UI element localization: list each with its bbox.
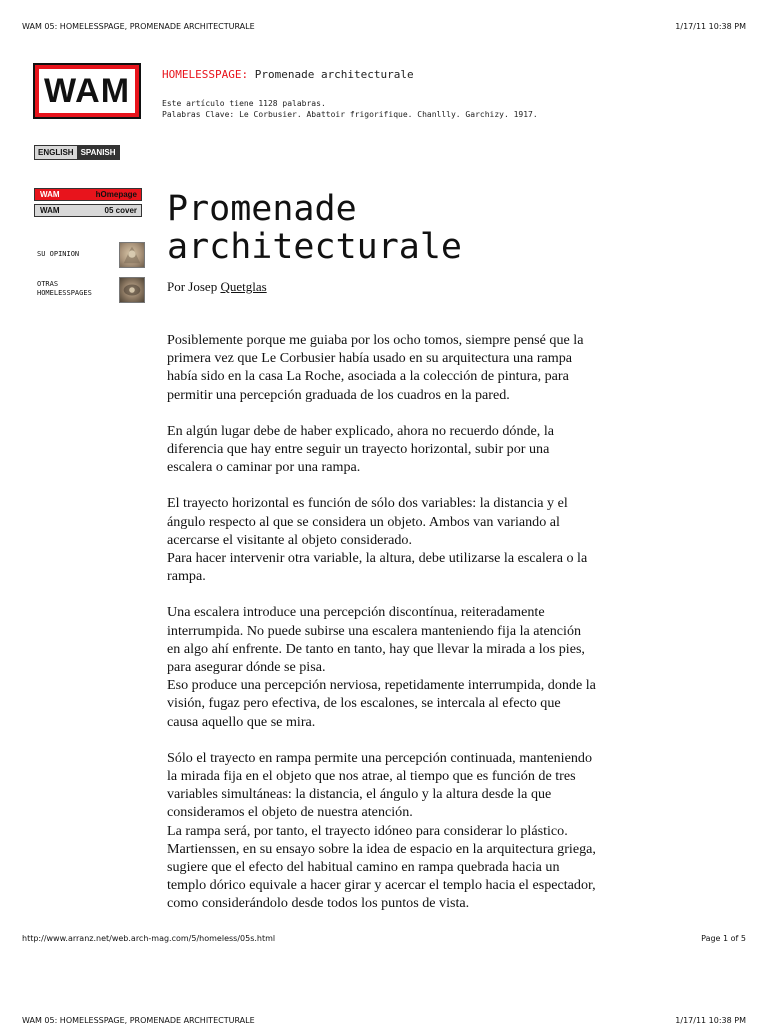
print-url-bar xyxy=(0,934,768,946)
page-url: http://www.arranz.net/web.arch-mag.com/5/homeless/05s.html xyxy=(22,934,276,943)
wam-homepage-link[interactable] xyxy=(34,188,142,201)
paragraph xyxy=(167,494,667,585)
section-title xyxy=(162,68,414,81)
english-button[interactable]: ENGLISH xyxy=(35,146,78,159)
paragraph-line: interrumpida. No puede subirse una escalera manteniendo fija la atención xyxy=(167,622,582,639)
paragraph-line: diferencia que hay entre seguir un trayecto horizontal, subir por una xyxy=(167,441,550,458)
paragraph-line: rampa. xyxy=(167,568,206,585)
section-title-text: Promenade architecturale xyxy=(248,68,414,81)
paragraph-line: la mirada fija en el objeto que nos atrae, al tiempo que es función de tres xyxy=(167,768,576,785)
print-header-date: 1/17/11 10:38 PM xyxy=(675,22,746,31)
paragraph xyxy=(167,331,667,404)
paragraph-line: visión, fugaz pero efectiva, de los escalones, se intercala al efecto que xyxy=(167,695,561,712)
wam-logo-text: WAM xyxy=(39,69,135,113)
wam-cover-left: WAM xyxy=(40,206,60,215)
wam-cover-right: 05 cover xyxy=(104,206,137,215)
otras-label-line1: OTRAS xyxy=(37,280,59,288)
wam-homepage-right: hOmepage xyxy=(95,190,137,199)
otras-thumbnail-art xyxy=(120,278,144,302)
article-meta xyxy=(162,98,538,120)
paragraph-line: Martienssen, en su ensayo sobre la idea de espacio en la arquitectura griega, xyxy=(167,840,596,857)
section-label: HOMELESSPAGE: xyxy=(162,68,249,81)
article-body xyxy=(167,331,667,913)
paragraph xyxy=(167,422,667,477)
paragraph-line: permitir una percepción graduada de los cuadros en la pared. xyxy=(167,386,510,403)
otras-thumbnail-image[interactable] xyxy=(119,277,145,303)
paragraph-line: variables simultáneas: la distancia, el ángulo y la altura desde la que xyxy=(167,786,552,803)
su-opinion-link[interactable] xyxy=(37,250,79,259)
paragraph-line: ángulo respecto al que se considera un objeto. Ambos van variando al xyxy=(167,513,560,530)
byline xyxy=(167,279,267,295)
paragraph-line: Posiblemente porque me guiaba por los ocho tomos, siempre pensé que la xyxy=(167,332,584,348)
opinion-thumbnail-image[interactable] xyxy=(119,242,145,268)
print-header-title: WAM 05: HOMELESSPAGE, PROMENADE ARCHITECTURALE xyxy=(22,22,255,31)
otras-label-line2: HOMELESSPAGES xyxy=(37,289,92,297)
article-title-line2: architecturale xyxy=(167,227,463,267)
author-link[interactable]: Quetglas xyxy=(220,279,267,294)
paragraph-line: Una escalera introduce una percepción discontínua, reiteradamente xyxy=(167,604,545,621)
byline-prefix: Por Josep xyxy=(167,279,221,294)
spanish-button[interactable]: SPANISH xyxy=(78,146,119,159)
paragraph-line: causa aquello que se mira. xyxy=(167,713,316,730)
print-header xyxy=(0,22,768,34)
language-switch xyxy=(34,145,120,160)
paragraph xyxy=(167,603,667,730)
paragraph-line: Para hacer intervenir otra variable, la altura, debe utilizarse la escalera o la xyxy=(167,550,588,567)
paragraph-line: consideramos el objeto de nuestra atención. xyxy=(167,804,413,821)
paragraph-line: Sólo el trayecto en rampa permite una percepción continuada, manteniendo xyxy=(167,749,592,766)
article-title xyxy=(167,190,727,266)
otras-homelesspages-link[interactable] xyxy=(37,280,92,298)
print-footer xyxy=(0,1016,768,1028)
paragraph-line: para asegurar dónde se pisa. xyxy=(167,659,326,676)
print-footer-title: WAM 05: HOMELESSPAGE, PROMENADE ARCHITECTURALE xyxy=(22,1016,255,1025)
paragraph-line: templo dórico equivale a hacer girar y acercar el templo hacia el espectador, xyxy=(167,877,596,894)
paragraph xyxy=(167,749,667,913)
paragraph-line: como considerándolo desde todos los puntos de vista. xyxy=(167,895,470,912)
print-footer-date: 1/17/11 10:38 PM xyxy=(675,1016,746,1025)
paragraph-line: había sido en la casa La Roche, asociada a la colección de pintura, para xyxy=(167,368,569,385)
wam-logo[interactable] xyxy=(33,63,141,119)
paragraph-line: La rampa será, por tanto, el trayecto idóneo para considerar lo plástico. xyxy=(167,822,568,839)
paragraph-line: acercarse el visitante al objeto considerado. xyxy=(167,531,412,548)
article-title-line1: Promenade xyxy=(167,189,357,229)
wam-homepage-left: WAM xyxy=(40,190,60,199)
paragraph-line: en algo ahí enfrente. De tanto en tanto, hay que llevar la mirada a los pies, xyxy=(167,640,585,657)
page-number: Page 1 of 5 xyxy=(701,934,746,943)
word-count: Este artículo tiene 1128 palabras. xyxy=(162,99,326,108)
paragraph-line: escalera o caminar por una rampa. xyxy=(167,459,361,476)
keywords: Palabras Clave: Le Corbusier. Abattoir frigorifique. Chanllly. Garchizy. 1917. xyxy=(162,110,538,119)
paragraph-line: sugiere que el efecto del habitual camino en rampa quebrada hacia un xyxy=(167,859,560,876)
wam-cover-link[interactable] xyxy=(34,204,142,217)
paragraph-line: Eso produce una percepción nerviosa, repetidamente interrumpida, donde la xyxy=(167,677,596,694)
opinion-thumbnail-art xyxy=(120,243,144,267)
paragraph-line: primera vez que Le Corbusier había usado en su arquitectura una rampa xyxy=(167,350,573,367)
paragraph-line: El trayecto horizontal es función de sólo dos variables: la distancia y el xyxy=(167,495,568,512)
su-opinion-label: SU OPINION xyxy=(37,250,80,258)
paragraph-line: En algún lugar debe de haber explicado, ahora no recuerdo dónde, la xyxy=(167,422,555,439)
